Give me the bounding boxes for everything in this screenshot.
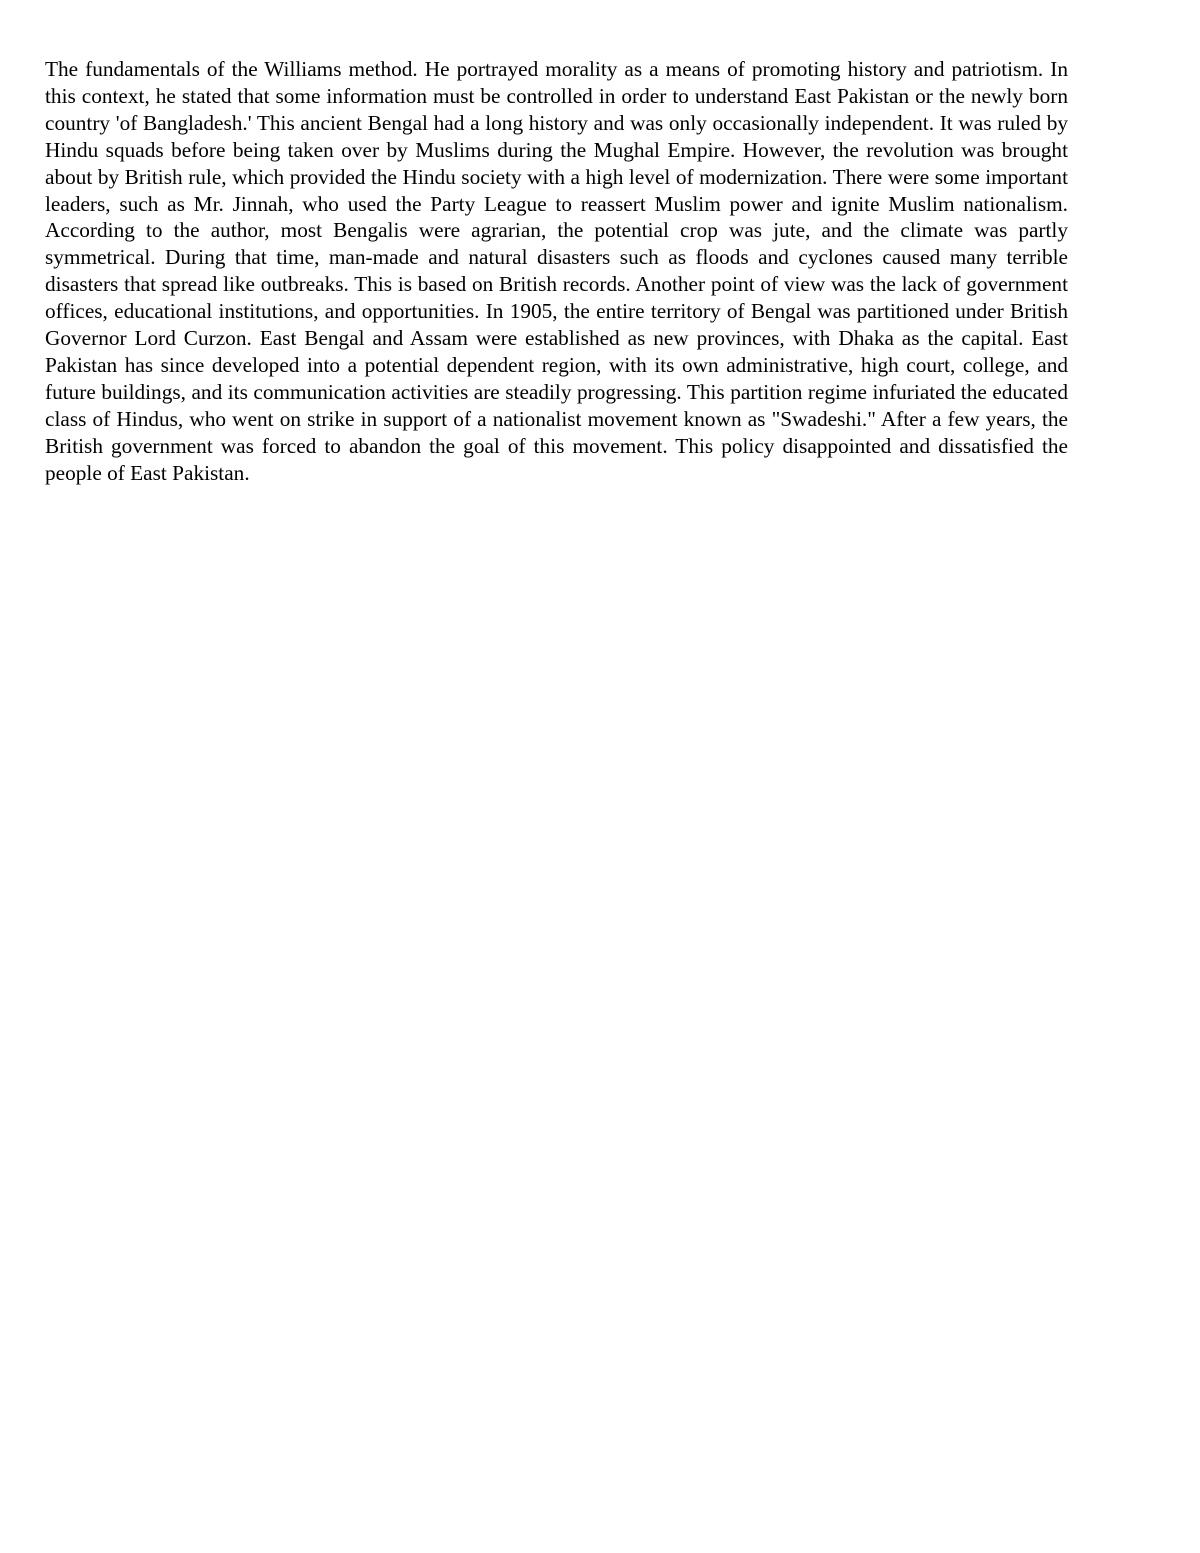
body-paragraph: The fundamentals of the Williams method. He portrayed morality as a means of promoting history and patriotism. In this context, he stated that some information must be controlled in order to understand East Pakistan or the newly born country 'of Bangladesh.' This ancient Bengal had a long history and was only occasionally independent. It was ruled by Hindu squads before being taken over by Muslims during the Mughal Empire. However, the revolution was brought about by British rule, which provided the Hindu society with a high level of modernization. There were some important leaders, such as Mr. Jinnah, who used the Party League to reassert Muslim power and ignite Muslim nationalism. According to the author, most Bengalis were agrarian, the potential crop was jute, and the climate was partly symmetrical. During that time, man-made and natural disasters such as floods and cyclones caused many terrible disasters that spread like outbreaks. This is based on British records. Another point of view was the lack of government offices, educational institutions, and opportunities. In 1905, the entire territory of Bengal was partitioned under British Governor Lord Curzon. East Bengal and Assam were established as new provinces, with Dhaka as the capital. East Pakistan has since developed into a potential dependent region, with its own administrative, high court, college, and future buildings, and its communication activities are steadily progressing. This partition regime infuriated the educated class of Hindus, who went on strike in support of a nationalist movement known as "Swadeshi." After a few years, the British government was forced to abandon the goal of this movement. This policy disappointed and dissatisfied the people of East Pakistan. — [45, 57, 1068, 485]
